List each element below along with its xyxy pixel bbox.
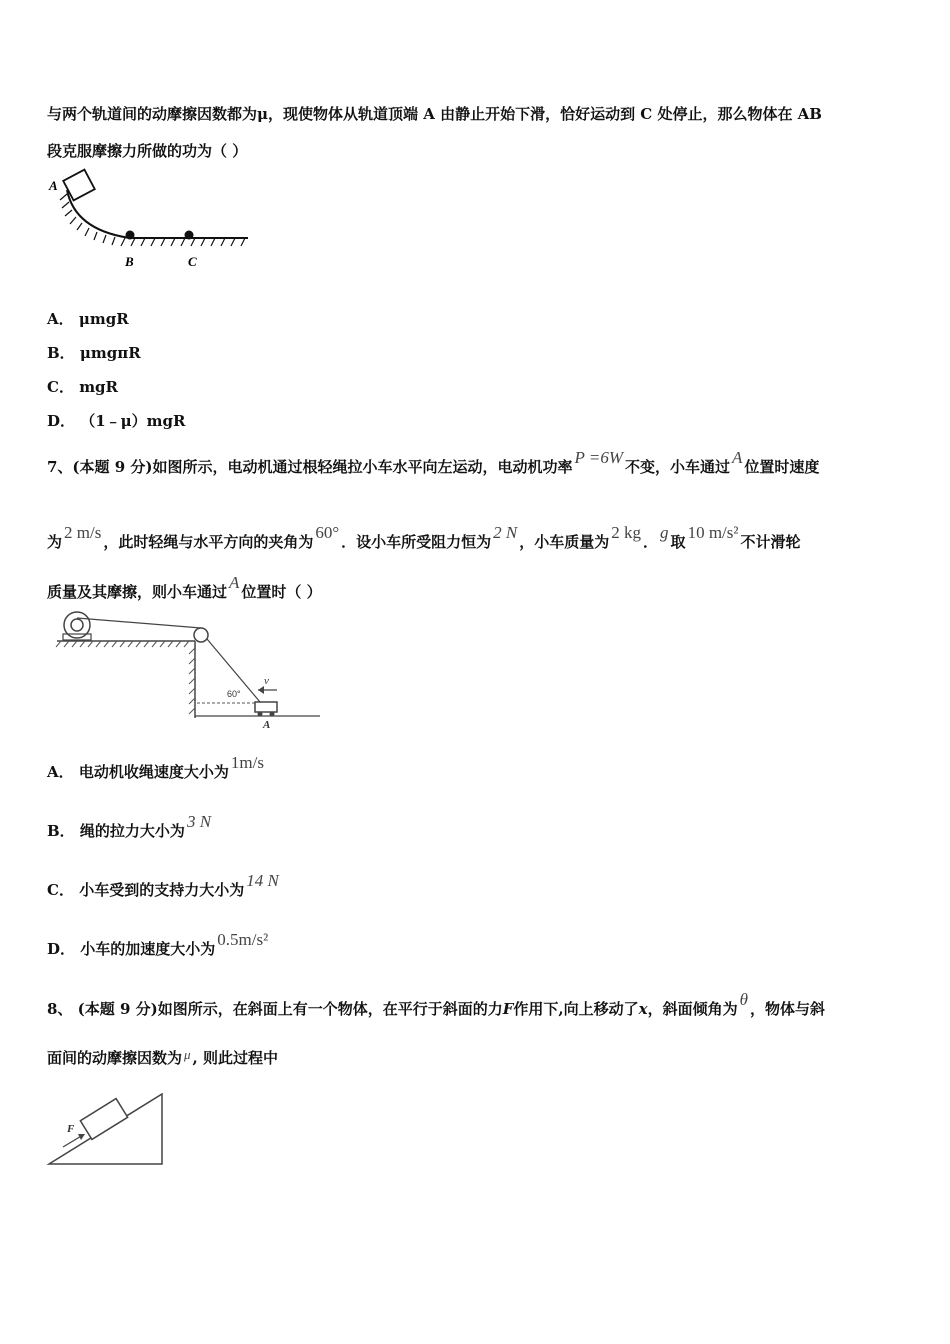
q6-label-c: C: [188, 254, 197, 269]
q6-label-b: B: [125, 254, 134, 269]
q7-line1: 7、(本题 9 分)如图所示，电动机通过根轻绳拉小车水平向左运动，电动机功率 P =6W 不变，小车通过 A 位置时速度: [47, 448, 820, 476]
q6-line2: 段克服摩擦力所做的功为（ ）: [47, 142, 248, 160]
q6-option-a[interactable]: A． μmgR: [47, 310, 129, 328]
q7-figure-motor-car: [55, 608, 325, 733]
q7-option-d[interactable]: D． 小车的加速度大小为 0.5m/s²: [47, 930, 269, 958]
q6-label-a: A: [49, 178, 58, 193]
q8-figure-incline: [45, 1090, 170, 1170]
q6-line1: 与两个轨道间的动摩擦因数都为μ，现使物体从轨道顶端 A 由静止开始下滑，恰好运动到 C 处停止，那么物体在 AB: [47, 105, 822, 123]
q7-option-b[interactable]: B． 绳的拉力大小为 3 N: [47, 812, 212, 840]
q6-option-b[interactable]: B． μmgπR: [47, 344, 141, 362]
q7-line2: 为 2 m/s ，此时轻绳与水平方向的夹角为 60° ．设小车所受阻力恒为 2 N ，小车质量为 2 kg ． g 取 10 m/s² 不计滑轮: [47, 523, 801, 551]
q7-label-a: A: [263, 719, 271, 731]
q7-angle-label: 60°: [227, 689, 241, 699]
q8-line2: 面间的动摩擦因数为 μ , 则此过程中: [47, 1047, 278, 1067]
q7-option-a[interactable]: A． 电动机收绳速度大小为 1m/s: [47, 753, 264, 781]
q7-option-c[interactable]: C． 小车受到的支持力大小为 14 N: [47, 871, 279, 899]
q7-line3: 质量及其摩擦，则小车通过 A 位置时（ ）: [47, 573, 322, 601]
q7-velocity-label: v: [264, 675, 269, 687]
q6-figure-track: [45, 168, 260, 273]
q6-option-d[interactable]: D． （1﹣μ）mgR: [47, 412, 186, 430]
q8-force-label: F: [67, 1123, 75, 1135]
q8-line1: 8、 (本题 9 分)如图所示，在斜面上有一个物体，在平行于斜面的力F作用下,向上移动了x，斜面倾角为 θ ，物体与斜: [47, 990, 825, 1018]
q6-option-c[interactable]: C． mgR: [47, 378, 119, 396]
